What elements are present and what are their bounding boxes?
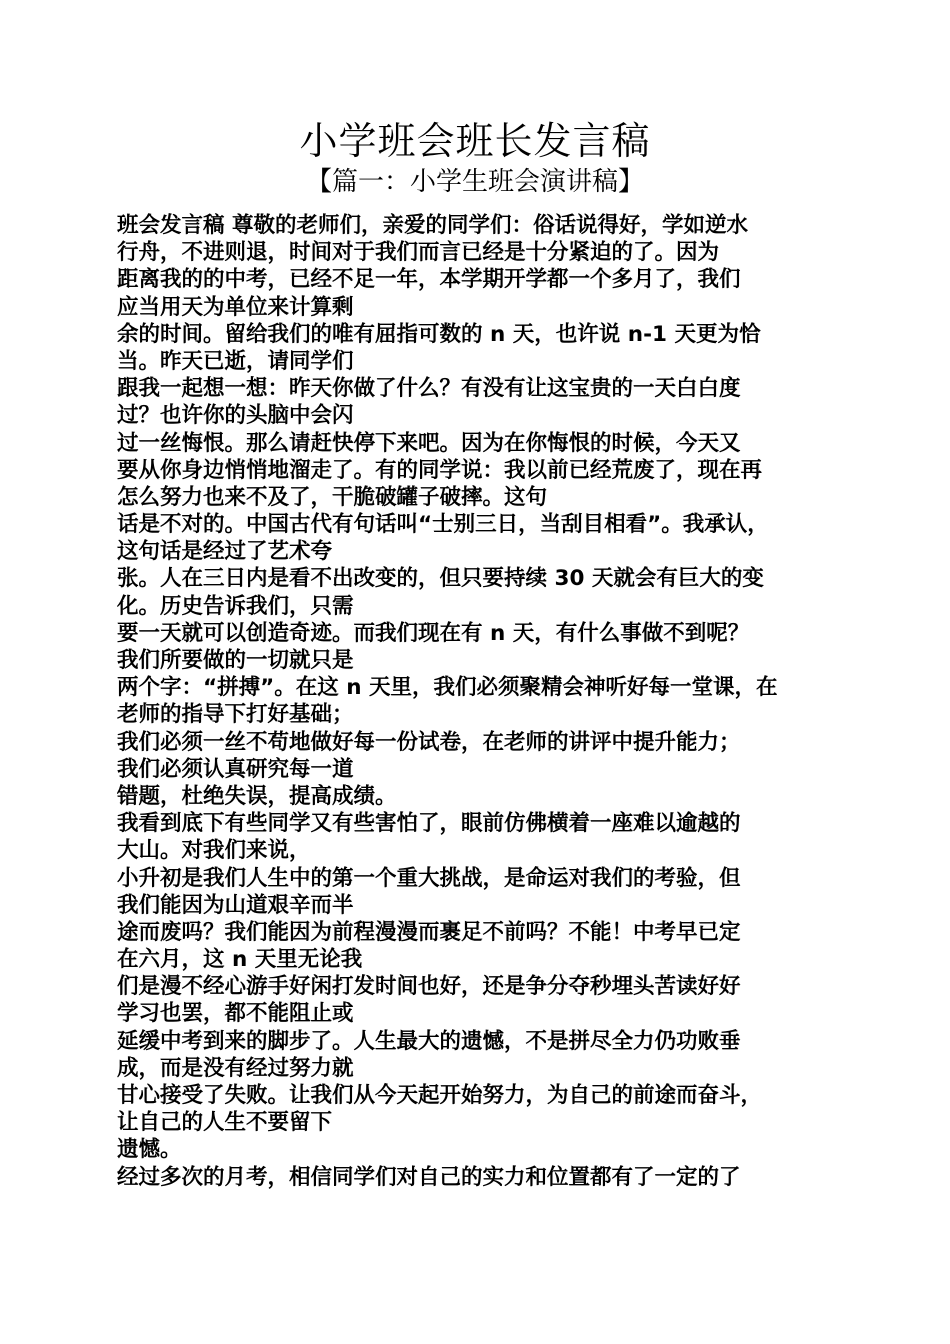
body-line: 行舟，不进则退，时间对于我们而言已经是十分紧迫的了。因为 bbox=[117, 240, 720, 266]
body-line: 我们能因为山道艰辛而半 bbox=[117, 892, 354, 918]
body-line: 甘心接受了失败。让我们从今天起开始努力，为自己的前途而奋斗， bbox=[117, 1083, 763, 1108]
body-line: 让自己的人生不要留下 bbox=[117, 1110, 333, 1136]
document-title: 小学班会班长发言稿 bbox=[299, 119, 651, 163]
body-line: 成，而是没有经过努力就 bbox=[117, 1055, 354, 1081]
body-line: 大山。对我们来说， bbox=[117, 838, 311, 864]
body-line: 延缓中考到来的脚步了。人生最大的遗憾，不是拼尽全力仍功败垂 bbox=[117, 1028, 741, 1054]
body-line: 途而废吗？我们能因为前程漫漫而裹足不前吗？不能！中考早已定 bbox=[117, 919, 741, 945]
body-line: 在六月，这 n 天里无论我 bbox=[117, 947, 363, 973]
body-line: 我看到底下有些同学又有些害怕了，眼前仿佛横着一座难以逾越的 bbox=[117, 811, 741, 837]
body-line: 们是漫不经心游手好闲打发时间也好，还是争分夺秒埋头苦读好好 bbox=[117, 974, 741, 1000]
body-line: 当。昨天已逝，请同学们 bbox=[117, 348, 354, 374]
body-line: 这句话是经过了艺术夸 bbox=[117, 539, 333, 565]
body-line: 两个字：“拼搏”。在这 n 天里，我们必须聚精会神听好每一堂课，在 bbox=[117, 675, 778, 701]
body-line: 错题，杜绝失误，提高成绩。 bbox=[117, 783, 397, 809]
body-line: 班会发言稿 尊敬的老师们，亲爱的同学们：俗话说得好，学如逆水 bbox=[117, 213, 748, 238]
document-body bbox=[117, 212, 842, 1191]
body-line: 怎么努力也来不及了，干脆破罐子破摔。这句 bbox=[117, 484, 548, 510]
body-line: 要一天就可以创造奇迹。而我们现在有 n 天，有什么事做不到呢？ bbox=[117, 620, 750, 646]
body-line: 应当用天为单位来计算剩 bbox=[117, 294, 354, 320]
body-line: 化。历史告诉我们，只需 bbox=[117, 593, 354, 619]
body-line: 遗憾。 bbox=[117, 1137, 182, 1163]
body-line: 余的时间。留给我们的唯有屈指可数的 n 天，也许说 n-1 天更为恰 bbox=[117, 321, 761, 347]
body-line: 老师的指导下打好基础； bbox=[117, 702, 354, 728]
body-line: 我们必须一丝不苟地做好每一份试卷，在老师的讲评中提升能力； bbox=[117, 729, 741, 755]
body-line: 过一丝悔恨。那么请赶快停下来吧。因为在你悔恨的时候，今天又 bbox=[117, 430, 741, 456]
body-line: 跟我一起想一想：昨天你做了什么？有没有让这宝贵的一天白白度 bbox=[117, 376, 741, 402]
body-line: 小升初是我们人生中的第一个重大挑战，是命运对我们的考验，但 bbox=[117, 865, 741, 891]
body-line: 我们所要做的一切就只是 bbox=[117, 648, 354, 673]
body-line: 话是不对的。中国古代有句话叫“士别三日，当刮目相看”。我承认， bbox=[117, 512, 769, 538]
body-line: 张。人在三日内是看不出改变的，但只要持续 30 天就会有巨大的变 bbox=[117, 566, 764, 592]
body-line: 学习也罢，都不能阻止或 bbox=[117, 1001, 354, 1027]
body-line: 我们必须认真研究每一道 bbox=[117, 756, 354, 782]
body-line: 经过多次的月考，相信同学们对自己的实力和位置都有了一定的了 bbox=[117, 1164, 741, 1190]
body-line: 要从你身边悄悄地溜走了。有的同学说：我以前已经荒废了，现在再 bbox=[117, 457, 763, 483]
body-line: 距离我的的中考，已经不足一年，本学期开学都一个多月了，我们 bbox=[117, 267, 741, 293]
document-subtitle: 【篇一：小学生班会演讲稿】 bbox=[305, 167, 644, 197]
body-line: 过？也许你的头脑中会闪 bbox=[117, 403, 354, 429]
